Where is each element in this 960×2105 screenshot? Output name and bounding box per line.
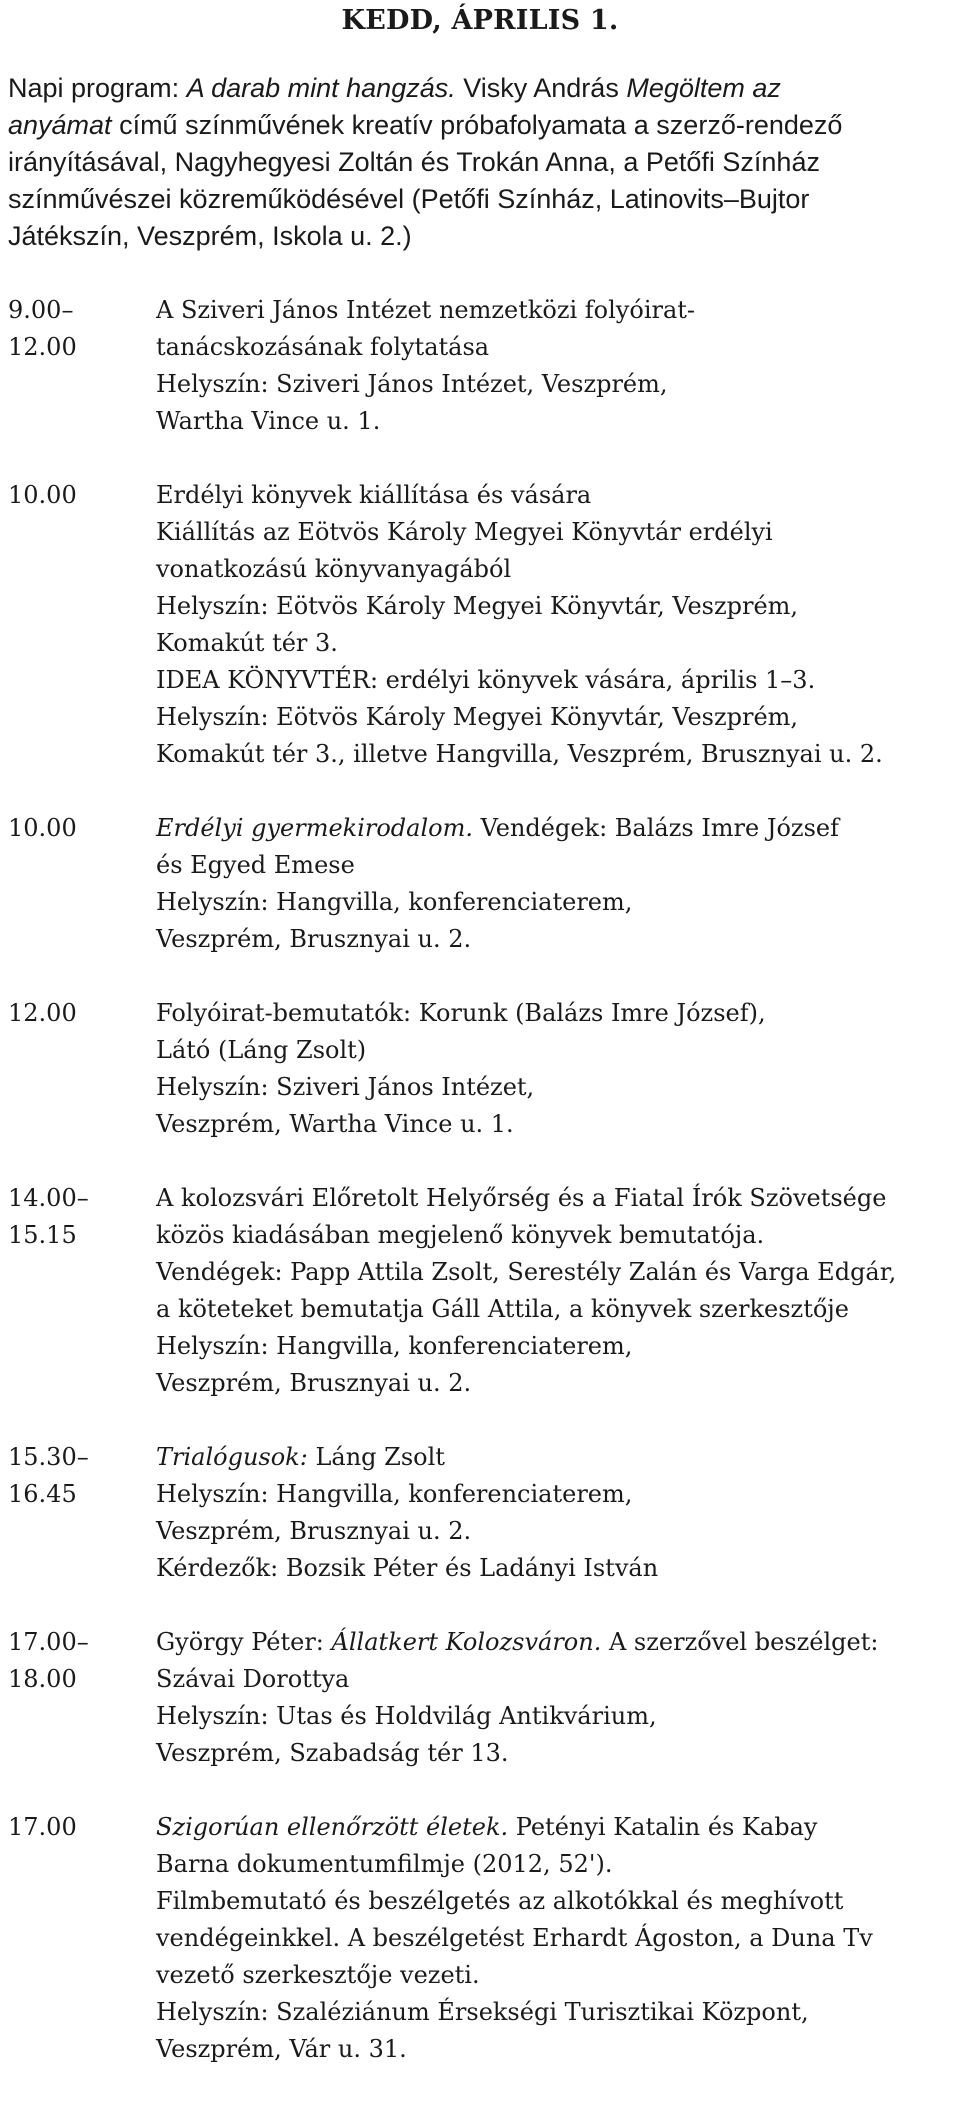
event-time-start: 10.00: [8, 814, 77, 842]
event-venue: Helyszín: Utas és Holdvilág Antikvárium,: [156, 1702, 657, 1730]
event-details: [156, 292, 956, 440]
event-details: [156, 1809, 956, 2068]
event-item: [8, 810, 952, 958]
event-line: tanácskozásának folytatása: [156, 333, 490, 361]
event-line: a köteteket bemutatja Gáll Attila, a könyvek szerkesztője: [156, 1295, 849, 1323]
intro-text: Visky András: [455, 73, 627, 103]
event-line: Folyóirat-bemutatók: Korunk (Balázs Imre József),: [156, 999, 766, 1027]
event-title: Állatkert Kolozsváron.: [331, 1628, 602, 1656]
page-title: KEDD, ÁPRILIS 1.: [341, 5, 619, 36]
event-line: Erdélyi könyvek kiállítása és vására: [156, 481, 592, 509]
event-address: Komakút tér 3., illetve Hangvilla, Veszprém, Brusznyai u. 2.: [156, 740, 883, 768]
event-lead-rest: Láng Zsolt: [307, 1443, 445, 1471]
event-title: Szigorúan ellenőrzött életek.: [156, 1813, 509, 1841]
event-time: [8, 1809, 148, 1846]
intro-line-2: című színművének kreatív próbafolyamata a szerző-rendező: [111, 110, 843, 140]
event-item: [8, 1809, 952, 2068]
event-title: Trialógusok:: [156, 1443, 308, 1471]
event-details: [156, 810, 956, 958]
event-line: Kiállítás az Eötvös Károly Megyei Könyvtár erdélyi: [156, 518, 773, 546]
intro-line-3: irányításával, Nagyhegyesi Zoltán és Trokán Anna, a Petőfi Színház: [8, 147, 820, 177]
play-title-part-1: Megöltem az: [626, 73, 781, 103]
event-line: vonatkozású könyvanyagából: [156, 555, 512, 583]
event-lead-rest: A szerzővel beszélget:: [601, 1628, 879, 1656]
event-venue: Helyszín: Sziveri János Intézet, Veszprém,: [156, 370, 668, 398]
event-venue: Helyszín: Eötvös Károly Megyei Könyvtár, Veszprém,: [156, 703, 799, 731]
event-lead-pre: György Péter:: [156, 1628, 332, 1656]
program-title: A darab mint hangzás.: [186, 73, 456, 103]
event-item: [8, 995, 952, 1143]
event-line: közös kiadásában megjelenő könyvek bemutatója.: [156, 1221, 765, 1249]
event-time: [8, 292, 148, 366]
event-lead-rest: Vendégek: Balázs Imre József: [472, 814, 839, 842]
event-time-end: 12.00: [8, 333, 77, 361]
event-item: [8, 1624, 952, 1772]
event-line: [156, 810, 956, 847]
event-line: vezető szerkesztője vezeti.: [156, 1961, 480, 1989]
event-line: [156, 1439, 956, 1476]
event-address: Wartha Vince u. 1.: [156, 407, 381, 435]
event-line: Filmbemutató és beszélgetés az alkotókkal és meghívott: [156, 1887, 844, 1915]
event-venue: Helyszín: Hangvilla, konferenciaterem,: [156, 888, 633, 916]
event-time-start: 12.00: [8, 999, 77, 1027]
program-page: [8, 0, 952, 2105]
event-time-end: 15.15: [8, 1221, 77, 1249]
event-time: [8, 477, 148, 514]
event-time-start: 9.00–: [8, 296, 74, 324]
event-title: Erdélyi gyermekirodalom.: [156, 814, 473, 842]
event-item: [8, 292, 952, 440]
event-time: [8, 1439, 148, 1513]
event-item: [8, 1439, 952, 1587]
event-details: [156, 1624, 956, 1772]
event-list: [8, 292, 952, 2068]
event-address: Veszprém, Brusznyai u. 2.: [156, 1369, 472, 1397]
event-line: Vendégek: Papp Attila Zsolt, Serestély Zalán és Varga Edgár,: [156, 1258, 897, 1286]
event-address: Veszprém, Szabadság tér 13.: [156, 1739, 509, 1767]
intro-line-4: színművészei közreműködésével (Petőfi Színház, Latinovits–Bujtor: [8, 184, 810, 214]
event-line: Kérdezők: Bozsik Péter és Ladányi István: [156, 1554, 659, 1582]
intro-line-5: Játékszín, Veszprém, Iskola u. 2.): [8, 221, 412, 251]
event-item: [8, 477, 952, 773]
event-time-start: 17.00: [8, 1813, 77, 1841]
intro-prefix: Napi program:: [8, 73, 187, 103]
event-line: vendégeinkkel. A beszélgetést Erhardt Ágoston, a Duna Tv: [156, 1924, 873, 1952]
event-line: [156, 1809, 956, 1846]
event-details: [156, 1439, 956, 1587]
event-time-start: 14.00–: [8, 1184, 89, 1212]
event-time: [8, 1180, 148, 1254]
event-line: Szávai Dorottya: [156, 1665, 350, 1693]
event-venue: Helyszín: Hangvilla, konferenciaterem,: [156, 1480, 633, 1508]
play-title-part-2: anyámat: [8, 110, 112, 140]
event-details: [156, 1180, 956, 1402]
event-address: Veszprém, Brusznyai u. 2.: [156, 1517, 472, 1545]
daily-program-intro: [8, 70, 952, 255]
event-time-start: 17.00–: [8, 1628, 89, 1656]
event-venue: Helyszín: Szaléziánum Érsekségi Turisztikai Központ,: [156, 1998, 809, 2026]
event-venue: Helyszín: Sziveri János Intézet,: [156, 1073, 535, 1101]
event-time-end: 16.45: [8, 1480, 77, 1508]
event-line: A kolozsvári Előretolt Helyőrség és a Fiatal Írók Szövetsége: [156, 1184, 887, 1212]
event-address: Komakút tér 3.: [156, 629, 338, 657]
event-venue: Helyszín: Hangvilla, konferenciaterem,: [156, 1332, 633, 1360]
event-lead-rest: Petényi Katalin és Kabay: [508, 1813, 818, 1841]
event-line: [156, 1624, 956, 1661]
event-line: A Sziveri János Intézet nemzetközi folyóirat-: [156, 296, 696, 324]
event-address: Veszprém, Wartha Vince u. 1.: [156, 1110, 514, 1138]
event-time-start: 15.30–: [8, 1443, 89, 1471]
event-time: [8, 1624, 148, 1698]
event-line: és Egyed Emese: [156, 851, 355, 879]
event-time: [8, 810, 148, 847]
event-line: Barna dokumentumfilmje (2012, 52').: [156, 1850, 613, 1878]
event-line: IDEA KÖNYVTÉR: erdélyi könyvek vására, április 1–3.: [156, 666, 816, 694]
event-address: Veszprém, Brusznyai u. 2.: [156, 925, 472, 953]
event-time-end: 18.00: [8, 1665, 77, 1693]
event-item: [8, 1180, 952, 1402]
event-time: [8, 995, 148, 1032]
event-line: Látó (Láng Zsolt): [156, 1036, 367, 1064]
event-address: Veszprém, Vár u. 31.: [156, 2035, 407, 2063]
event-details: [156, 477, 956, 773]
event-venue: Helyszín: Eötvös Károly Megyei Könyvtár, Veszprém,: [156, 592, 799, 620]
event-time-start: 10.00: [8, 481, 77, 509]
event-details: [156, 995, 956, 1143]
